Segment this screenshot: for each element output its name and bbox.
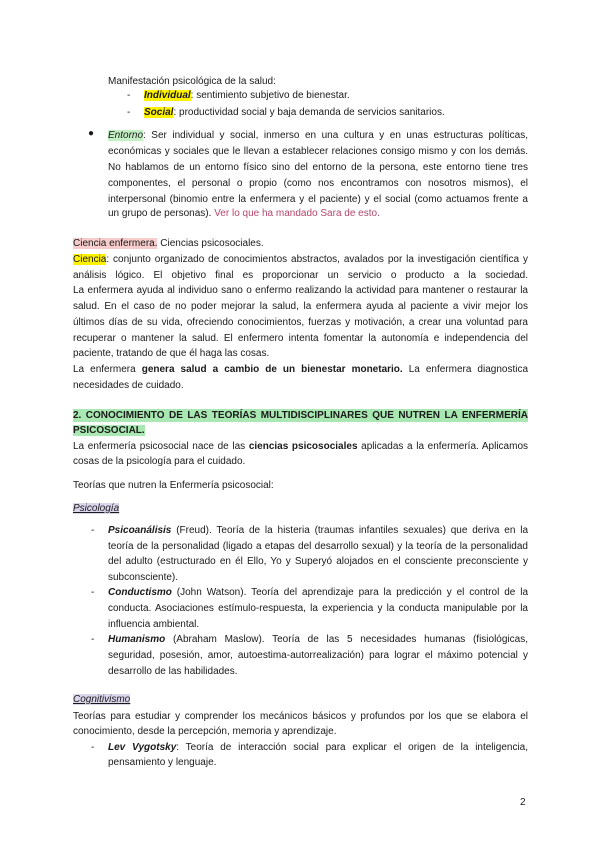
entorno-line-6 [108, 207, 528, 220]
dash-marker: - [91, 742, 95, 753]
conductismo-text: (John Watson). Teoría del aprendizaje para la predicción y el control de la [171, 587, 528, 598]
term-psicoanalisis: Psicoanálisis [108, 525, 172, 536]
humanismo-line-3: desarrollo de las habilidades. [108, 666, 238, 677]
dash-marker: - [91, 525, 95, 536]
ciencia-line-5: últimos días de su vida, ofreciendo conocimientos, fuerzas y motivación, a crear una voluntad para [73, 317, 528, 328]
dash-marker: - [127, 90, 131, 101]
entorno-line-1 [108, 129, 528, 142]
vygotsky-line-2: pensamiento y lenguaje. [108, 757, 217, 768]
ciencia-line-4: salud. En el caso de no poder mejorar la salud, la enfermera ayuda al paciente a vivir mejor los [73, 301, 528, 312]
section-intro-line-1 [73, 440, 528, 453]
colon: : [176, 742, 180, 753]
ciencia-subheading: Ciencias psicosociales. [157, 238, 264, 249]
section-title: 2. CONOCIMIENTO DE LAS TEORÍAS MULTIDISCIPLINARES QUE NUTREN LA ENFERMERÍA [73, 410, 528, 421]
conductismo-line-3: influencia ambiental. [108, 619, 200, 630]
bienestar-post: La enfermera diagnostica [402, 364, 529, 375]
vygotsky-text: Teoría de interacción social para explicar el origen de la inteligencia, [179, 742, 529, 753]
bullet-icon: ● [88, 128, 95, 139]
ciencia-line-3: La enfermera ayuda al individuo sano o enfermo realizando la actividad para mantener o restaurar la [73, 285, 528, 296]
term-entorno: Entorno [108, 130, 144, 141]
note-text: Ver lo que ha mandado Sara de esto. [214, 208, 380, 219]
page-number: 2 [520, 797, 526, 808]
entorno-line-5: interpersonal (binomio entre la enfermera y el paciente) y el social (como actuamos frente a [108, 194, 528, 205]
ciencia-line-7: paciente, tratando de que él haga las cosas. [73, 348, 270, 359]
bienestar-pre: La enfermera [73, 364, 142, 375]
section-intro-line-2: cosas de la psicología para el cuidado. [73, 456, 246, 467]
list-item-individual [127, 89, 527, 102]
entorno-line-3: No hablamos de un entorno físico sino del entorno de la persona, este entorno tiene tres [108, 162, 528, 173]
cognitivismo-heading-line [73, 693, 528, 706]
psicologia-heading-line [73, 502, 528, 515]
ciencia-heading-line [73, 237, 528, 250]
humanismo-text: (Abraham Maslow). Teoría de las 5 necesidades humanas (fisiológicas, [165, 634, 528, 645]
entorno-text: Ser individual y social, inmerso en una cultura y en unas estructuras políticas, [145, 130, 528, 141]
social-text: productividad social y baja demanda de servicios sanitarios. [176, 107, 445, 118]
list-item-social [127, 106, 527, 119]
ciencia-line-8 [73, 363, 528, 376]
conductismo-line-1 [108, 586, 528, 599]
section-title-line-1 [73, 409, 528, 422]
psicoanalisis-text: (Freud). Teoría de la histeria (traumas infantiles sexuales) que deriva en la [171, 525, 528, 536]
ciencia-line-9: necesidades de cuidado. [73, 380, 184, 391]
term-social: Social [144, 107, 174, 118]
term-individual: Individual [144, 90, 191, 101]
entorno-line-4: componentes, el personal o propio (como nos encontramos con nosotros mismos), el [108, 178, 528, 189]
individual-text: sentimiento subjetivo de bienestar. [193, 90, 350, 101]
cognitivismo-line-2: conocimiento, desde la percepción, memoria y aprendizaje. [73, 726, 337, 737]
dash-marker: - [91, 634, 95, 645]
entorno-line-2: económicas y sociales que le llevan a establecer relaciones consigo mismo y con los demás. [108, 146, 528, 157]
intro-post: aplicadas a la enfermería. Aplicamos [357, 441, 529, 452]
term-conductismo: Conductismo [108, 587, 172, 598]
term-humanismo: Humanismo [108, 634, 166, 645]
cognitivismo-heading: Cognitivismo [73, 694, 131, 705]
manifestacion-intro: Manifestación psicológica de la salud: [108, 76, 276, 87]
psicoanalisis-line-1 [108, 524, 528, 537]
bienestar-bold: genera salud a cambio de un bienestar monetario. [141, 364, 403, 375]
humanismo-line-1 [108, 633, 528, 646]
vygotsky-line-1 [108, 741, 528, 754]
term-vygotsky: Lev Vygotsky [108, 742, 177, 753]
term-ciencia: Ciencia [73, 254, 107, 265]
cognitivismo-line-1: Teorías para estudiar y comprender los mecánicos básicos y profundos por los que se elabora el [73, 711, 528, 722]
ciencia-line-2: análisis lógico. El objetivo final es proporcionar un servicio o producto a la sociedad. [73, 270, 528, 281]
section-title-line-2 [73, 424, 528, 437]
ciencia-heading: Ciencia enfermera. [73, 238, 158, 249]
section-title-cont: PSICOSOCIAL. [73, 425, 145, 436]
entorno-last-text: un grupo de personas). [108, 208, 215, 219]
colon: : [106, 254, 110, 265]
ciencia-line-6: recuperar o mantener la salud. El enfermero intenta fomentar la autonomía e independencia del [73, 333, 528, 344]
ciencia-line-1 [73, 253, 528, 266]
psicoanalisis-line-3: del adulto (estructurado en él Ello, Yo y Superyó alojados en el consciente preconsciente y [108, 556, 528, 567]
dash-marker: - [91, 587, 95, 598]
psicoanalisis-line-4: subconsciente). [108, 572, 179, 583]
humanismo-line-2: seguridad, posesión, amor, autoestima-autorrealización) para lograr el máximo potencial y [108, 650, 528, 661]
conductismo-line-2: conducta. Asociaciones estímulo-respuesta, la experiencia y la conducta manipulable por la [108, 603, 528, 614]
ciencia-text: conjunto organizado de conocimientos abstractos, avalados por la investigación científica y [109, 254, 528, 265]
dash-marker: - [127, 107, 131, 118]
colon: : [190, 90, 194, 101]
intro-bold: ciencias psicosociales [248, 441, 358, 452]
teorias-intro: Teorías que nutren la Enfermería psicosocial: [73, 480, 274, 491]
colon: : [143, 130, 146, 141]
psicologia-heading: Psicología [73, 503, 120, 514]
psicoanalisis-line-2: teoría de la personalidad (ligado a etapas del desarrollo sexual) y la teoría de la personalidad [108, 541, 528, 552]
intro-pre: La enfermería psicosocial nace de las [73, 441, 249, 452]
colon: : [173, 107, 177, 118]
